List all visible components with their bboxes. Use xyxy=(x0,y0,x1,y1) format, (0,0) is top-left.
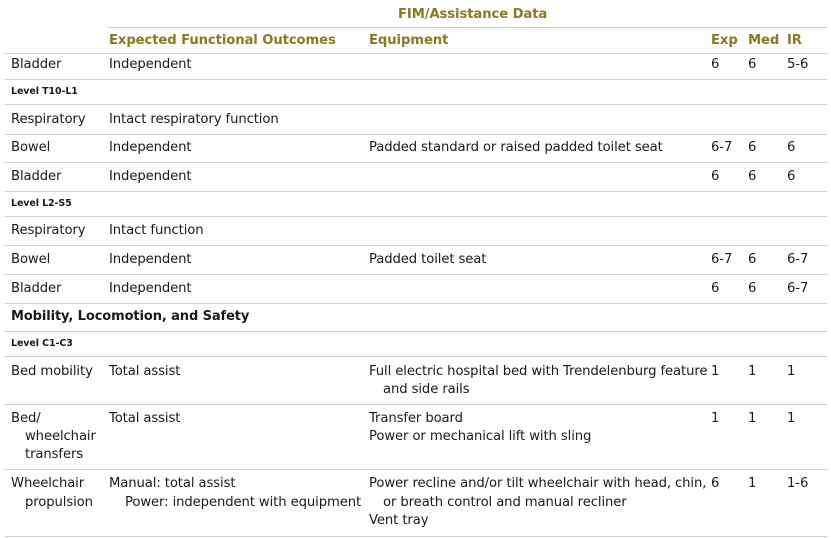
table-row-ir: 5-6 xyxy=(787,57,809,72)
table-row-label: Bowel xyxy=(11,140,51,155)
table-row-equipment: Power recline and/or tilt wheelchair with head, chin, xyxy=(369,476,707,491)
table-row-ir: 1-6 xyxy=(787,476,809,491)
column-header-outcomes: Expected Functional Outcomes xyxy=(109,33,336,48)
table-row-label: Wheelchair xyxy=(11,476,85,491)
section-level-label: Level L2-S5 xyxy=(11,198,72,209)
table-row-label: Bladder xyxy=(11,169,62,184)
table-row-med: 1 xyxy=(748,476,757,491)
rule-group-header xyxy=(107,27,827,28)
column-header-med: Med xyxy=(748,33,780,48)
table-row-outcome: Independent xyxy=(109,169,192,184)
rule-row xyxy=(5,134,827,135)
rule-row xyxy=(5,162,827,163)
table-row-med: 6 xyxy=(748,281,757,296)
table-row-equipment: Transfer board xyxy=(369,411,463,426)
rule-row xyxy=(5,331,827,332)
column-header-equipment: Equipment xyxy=(369,33,449,48)
table-row-ir: 6 xyxy=(787,140,796,155)
table-row-outcome: Intact respiratory function xyxy=(109,112,279,127)
table-row-equipment-continued: and side rails xyxy=(383,382,470,397)
table-row-outcome: Intact function xyxy=(109,223,204,238)
table-row-label-continued: transfers xyxy=(25,447,84,462)
rule-row xyxy=(5,79,827,80)
table-row-equipment: Power or mechanical lift with sling xyxy=(369,429,592,444)
table-row-equipment: Padded standard or raised padded toilet seat xyxy=(369,140,663,155)
table-row-label: Respiratory xyxy=(11,223,86,238)
rule-row xyxy=(5,216,827,217)
rule-row xyxy=(5,536,827,537)
rule-row xyxy=(5,469,827,470)
section-level-label: Level C1-C3 xyxy=(11,338,73,349)
table-row-label: Respiratory xyxy=(11,112,86,127)
table-row-label: Bed mobility xyxy=(11,364,93,379)
table-row-outcome: Independent xyxy=(109,57,192,72)
rule-row xyxy=(5,245,827,246)
table-row-label-continued: propulsion xyxy=(25,495,93,510)
table-row-outcome: Manual: total assist xyxy=(109,476,236,491)
table-row-outcome: Total assist xyxy=(109,411,181,426)
table-row-exp: 1 xyxy=(711,411,720,426)
table-row-exp: 1 xyxy=(711,364,720,379)
table-row-label-continued: wheelchair xyxy=(25,429,96,444)
table-row-exp: 6-7 xyxy=(711,252,733,267)
rule-row xyxy=(5,303,827,304)
table-row-label: Bed/ xyxy=(11,411,41,426)
section-level-label: Level T10-L1 xyxy=(11,86,78,97)
table-row-med: 6 xyxy=(748,252,757,267)
table-row-equipment-continued: or breath control and manual recliner xyxy=(383,495,627,510)
table-row-equipment: Vent tray xyxy=(369,513,429,528)
table-row-label: Bladder xyxy=(11,281,62,296)
table-row-outcome: Independent xyxy=(109,140,192,155)
section-heading: Mobility, Locomotion, and Safety xyxy=(11,309,250,324)
table-row-exp: 6 xyxy=(711,57,720,72)
rule-row xyxy=(5,356,827,357)
table-row-equipment: Padded toilet seat xyxy=(369,252,487,267)
rule-row xyxy=(5,104,827,105)
table-row-exp: 6-7 xyxy=(711,140,733,155)
table-row-outcome-continued: Power: independent with equipment xyxy=(125,495,362,510)
table-row-med: 6 xyxy=(748,140,757,155)
table-row-exp: 6 xyxy=(711,476,720,491)
table-row-exp: 6 xyxy=(711,169,720,184)
table-row-ir: 6-7 xyxy=(787,281,809,296)
table-row-label: Bowel xyxy=(11,252,51,267)
rule-row xyxy=(5,404,827,405)
table-row-outcome: Independent xyxy=(109,281,192,296)
table-row-ir: 6-7 xyxy=(787,252,809,267)
table-row-label: Bladder xyxy=(11,57,62,72)
group-title: FIM/Assistance Data xyxy=(398,7,548,22)
table-row-ir: 6 xyxy=(787,169,796,184)
rule-row xyxy=(5,191,827,192)
table-row-med: 6 xyxy=(748,57,757,72)
rule-row xyxy=(5,274,827,275)
table-row-med: 6 xyxy=(748,169,757,184)
table-row-equipment: Full electric hospital bed with Trendelenburg feature xyxy=(369,364,708,379)
table-row-med: 1 xyxy=(748,364,757,379)
table-row-outcome: Total assist xyxy=(109,364,181,379)
table-row-exp: 6 xyxy=(711,281,720,296)
table-row-med: 1 xyxy=(748,411,757,426)
table-row-ir: 1 xyxy=(787,364,796,379)
table-row-ir: 1 xyxy=(787,411,796,426)
rule-header xyxy=(5,53,827,54)
table-row-outcome: Independent xyxy=(109,252,192,267)
column-header-ir: IR xyxy=(787,33,802,48)
column-header-exp: Exp xyxy=(711,33,738,48)
